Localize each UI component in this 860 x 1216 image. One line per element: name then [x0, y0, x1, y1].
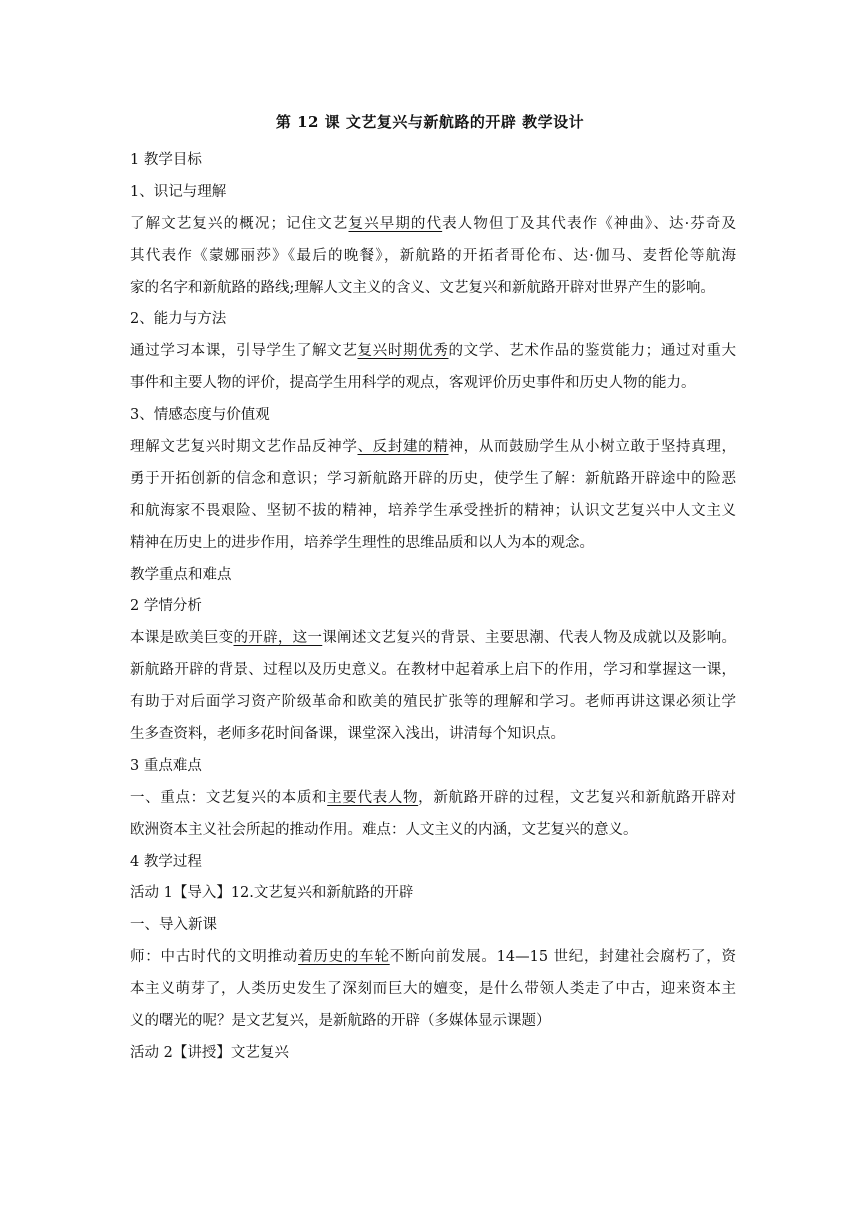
text-span: 神，从而鼓励学生从小树立敢于坚持真理，	[448, 439, 736, 456]
paragraph-line	[130, 942, 736, 974]
subheading-ability: 2、能力与方法	[130, 311, 227, 328]
section-heading-process: 4 教学过程	[130, 853, 202, 870]
text-span: 的文学、艺术作品的鉴赏能力；通过对重大	[448, 343, 736, 360]
paragraph-line: 义的曙光的呢？是文艺复兴，是新航路的开辟（多媒体显示课题）	[130, 1013, 551, 1030]
paragraph-line	[130, 623, 736, 655]
document-title: 第 12 课 文艺复兴与新航路的开辟 教学设计	[275, 113, 585, 131]
paragraph-line	[130, 432, 736, 464]
text-span: 本课是欧美巨变	[130, 630, 234, 647]
underlined-text: 着历史的车轮	[298, 949, 390, 966]
paragraph-line: 和航海家不畏艰险、坚韧不拔的精神，培养学生承受挫折的精神；认识文艺复兴中人文主义	[130, 502, 736, 519]
paragraph-line: 欧洲资本主义社会所起的推动作用。难点：人文主义的内涵，文艺复兴的意义。	[130, 821, 638, 838]
activity-1-heading: 活动 1【导入】12.文艺复兴和新航路的开辟	[130, 885, 414, 902]
paragraph-line: 精神在历史上的进步作用，培养学生理性的思维品质和以人为本的观念。	[130, 534, 594, 551]
text-span: 了解文艺复兴的概况；记住文艺	[130, 215, 349, 232]
text-span: 理解文艺复兴时期文艺作品反神学	[130, 439, 358, 456]
section-heading-objectives: 1 教学目标	[130, 152, 202, 168]
paragraph-line: 生多查资料，老师多花时间备课，课堂深入浅出，讲清每个知识点。	[130, 726, 565, 743]
text-span: 师：中古时代的文明推动	[130, 949, 299, 966]
text-span: ，新航路开辟的过程，文艺复兴和新航路开辟对	[418, 789, 737, 806]
paragraph-line: 新航路开辟的背景、过程以及历史意义。在教材中起着承上启下的作用，学习和掌握这一课，	[130, 662, 736, 679]
underlined-text: 复兴早期的代	[348, 215, 443, 232]
underlined-text: 的开辟，这一	[233, 630, 323, 647]
underlined-text: 、反封建的精	[357, 439, 449, 456]
subheading-knowledge: 1、识记与理解	[130, 183, 227, 200]
text-span: 一、重点：文艺复兴的本质和	[130, 789, 328, 806]
paragraph-line	[130, 783, 736, 815]
text-span: 不断向前发展。14—15 世纪，封建社会腐朽了，资	[389, 949, 737, 966]
text-span: 表人物但丁及其代表作《神曲》、达·芬奇及	[442, 215, 737, 232]
section-heading-analysis: 2 学情分析	[130, 598, 202, 615]
activity-2-heading: 活动 2【讲授】文艺复兴	[130, 1044, 289, 1061]
paragraph-line: 事件和主要人物的评价，提高学生用科学的观点，客观评价历史事件和历史人物的能力。	[130, 375, 696, 392]
subheading-intro: 一、导入新课	[130, 917, 217, 934]
paragraph-line: 本主义萌芽了，人类历史发生了深刻而巨大的嬗变，是什么带领人类走了中古，迎来资本主	[130, 981, 736, 998]
underlined-text: 主要代表人物	[327, 789, 419, 806]
section-heading-difficulties: 3 重点难点	[130, 757, 202, 774]
text-span: 课阐述文艺复兴的背景、主要思潮、代表人物及成就以及影响。	[322, 630, 737, 647]
underlined-text: 复兴时期优秀	[357, 343, 449, 360]
paragraph-line	[130, 209, 736, 241]
paragraph-line: 有助于对后面学习资产阶级革命和欧美的殖民扩张等的理解和学习。老师再讲这课必须让学	[130, 694, 736, 711]
paragraph-line: 其代表作《蒙娜丽莎》《最后的晚餐》，新航路的开拓者哥伦布、达·伽马、麦哲伦等航海	[130, 247, 736, 264]
text-span: 通过学习本课，引导学生了解文艺	[130, 343, 358, 360]
paragraph-line: 勇于开拓创新的信念和意识；学习新航路开辟的历史，使学生了解：新航路开辟途中的险恶	[130, 470, 736, 487]
heading-key-points: 教学重点和难点	[130, 566, 232, 583]
subheading-values: 3、情感态度与价值观	[130, 407, 270, 424]
document-body	[130, 145, 736, 1070]
paragraph-line: 家的名字和新航路的路线;理解人文主义的含义、文艺复兴和新航路开辟对世界产生的影响。	[130, 279, 715, 296]
paragraph-line	[130, 336, 736, 368]
